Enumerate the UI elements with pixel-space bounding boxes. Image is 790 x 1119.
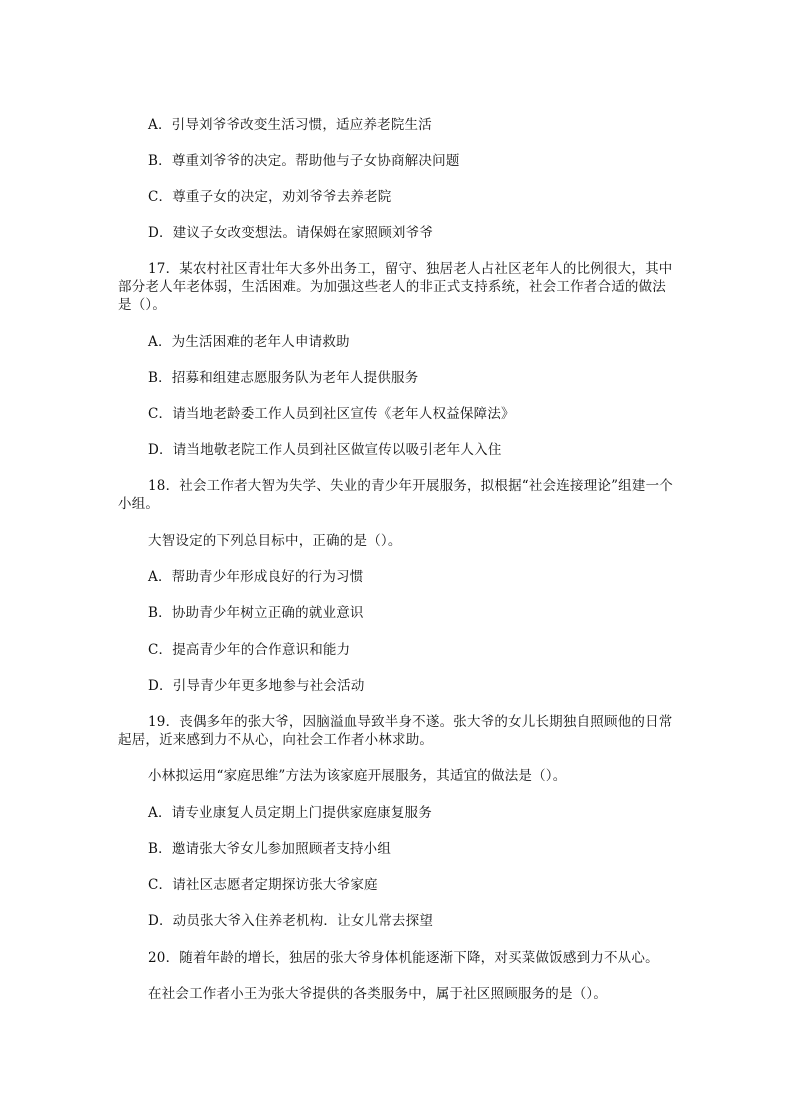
q18-stem: 18．社会工作者大智为失学、失业的青少年开展服务，拟根据“社会连接理论”组建一个小组。 [118, 478, 673, 512]
q19-option-c: C．请社区志愿者定期探访张大爷家庭 [148, 877, 378, 893]
q17-option-d: D．请当地敬老院工作人员到社区做宣传以吸引老年人入住 [148, 442, 502, 458]
q16-option-c: C．尊重子女的决定，劝刘爷爷去养老院 [148, 189, 392, 205]
q17-stem: 17．某农村社区青壮年大多外出务工，留守、独居老人占社区老年人的比例很大，其中部分老人年老体弱，生活困难。为加强这些老人的非正式支持系统，社会工作者合适的做法是（）。 [118, 261, 673, 313]
q19-option-b: B．邀请张大爷女儿参加照顾者支持小组 [148, 841, 392, 857]
q20-stem: 20．随着年龄的增长，独居的张大爷身体机能逐渐下降，对买菜做饭感到力不从心。 [148, 950, 659, 966]
q17-option-c: C．请当地老龄委工作人员到社区宣传《老年人权益保障法》 [148, 406, 515, 422]
q17-option-b: B．招募和组建志愿服务队为老年人提供服务 [148, 370, 419, 386]
q16-option-d: D．建议子女改变想法。请保姆在家照顾刘爷爷 [148, 225, 434, 241]
q19-option-d: D．动员张大爷入住养老机构．让女儿常去探望 [148, 913, 434, 929]
q16-option-b: B．尊重刘爷爷的决定。帮助他与子女协商解决问题 [148, 153, 460, 169]
q19-stem: 19．丧偶多年的张大爷，因脑溢血导致半身不遂。张大爷的女儿长期独自照顾他的日常起居，近来感到力不从心，向社会工作者小林求助。 [118, 714, 673, 748]
q19-question: 小林拟运用“家庭思维”方法为该家庭开展服务，其适宜的做法是（）。 [148, 768, 567, 784]
q20-question: 在社会工作者小王为张大爷提供的各类服务中，属于社区照顾服务的是（）。 [148, 986, 608, 1002]
q18-option-c: C．提高青少年的合作意识和能力 [148, 642, 351, 658]
q16-option-a: A．引导刘爷爷改变生活习惯，适应养老院生活 [148, 117, 432, 133]
q18-option-a: A．帮助青少年形成良好的行为习惯 [148, 569, 364, 585]
q19-option-a: A．请专业康复人员定期上门提供家庭康复服务 [148, 805, 432, 821]
q18-option-d: D．引导青少年更多地参与社会活动 [148, 678, 365, 694]
q18-option-b: B．协助青少年树立正确的就业意识 [148, 605, 364, 621]
q17-option-a: A．为生活困难的老年人申请救助 [148, 334, 350, 350]
q18-question: 大智设定的下列总目标中，正确的是（）。 [148, 533, 402, 549]
